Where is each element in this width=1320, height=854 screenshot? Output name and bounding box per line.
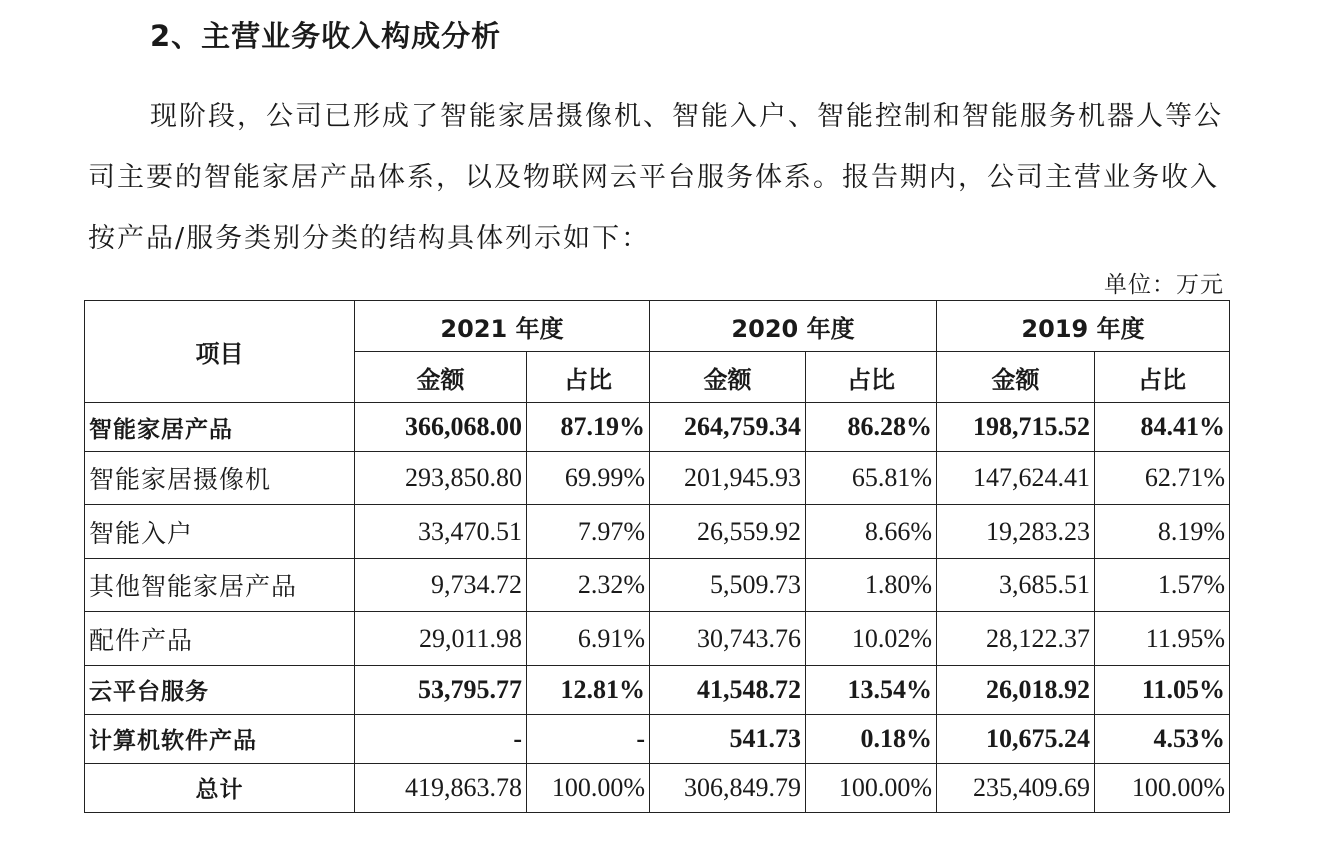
table-row	[85, 452, 1230, 505]
ratio-cell: 86.28%	[806, 403, 937, 452]
amount-cell: 366,068.00	[355, 403, 527, 452]
ratio-cell: 11.05%	[1095, 665, 1230, 714]
amount-cell: 3,685.51	[937, 558, 1095, 611]
ratio-cell: 62.71%	[1095, 452, 1230, 505]
row-item-label: 计算机软件产品	[85, 714, 355, 763]
table-row	[85, 558, 1230, 611]
table-row	[85, 505, 1230, 558]
ratio-cell: 69.99%	[527, 452, 650, 505]
amount-cell: 10,675.24	[937, 714, 1095, 763]
year-header-2021: 2021 年度	[355, 301, 650, 352]
ratio-cell: 100.00%	[1095, 763, 1230, 812]
ratio-cell: 2.32%	[527, 558, 650, 611]
amount-cell: 201,945.93	[650, 452, 806, 505]
row-item-label: 总计	[85, 763, 355, 812]
ratio-cell: 10.02%	[806, 612, 937, 665]
revenue-table	[84, 300, 1230, 813]
amount-cell: 9,734.72	[355, 558, 527, 611]
amount-cell: 198,715.52	[937, 403, 1095, 452]
intro-paragraph: 现阶段，公司已形成了智能家居摄像机、智能入户、智能控制和智能服务机器人等公司主要的智能家居产品体系，以及物联网云平台服务体系。报告期内，公司主营业务收入按产品/服务类别分类的结构具体列示如下：	[88, 101, 1223, 254]
ratio-cell: -	[527, 714, 650, 763]
amount-header: 金额	[937, 352, 1095, 403]
ratio-cell: 12.81%	[527, 665, 650, 714]
ratio-cell: 13.54%	[806, 665, 937, 714]
ratio-cell: 1.57%	[1095, 558, 1230, 611]
ratio-cell: 65.81%	[806, 452, 937, 505]
ratio-header: 占比	[1095, 352, 1230, 403]
amount-cell: 41,548.72	[650, 665, 806, 714]
ratio-cell: 7.97%	[527, 505, 650, 558]
table-row	[85, 714, 1230, 763]
amount-cell: 264,759.34	[650, 403, 806, 452]
amount-cell: 5,509.73	[650, 558, 806, 611]
amount-header: 金额	[650, 352, 806, 403]
amount-cell: -	[355, 714, 527, 763]
amount-cell: 33,470.51	[355, 505, 527, 558]
table-row	[85, 612, 1230, 665]
ratio-cell: 100.00%	[806, 763, 937, 812]
ratio-cell: 100.00%	[527, 763, 650, 812]
amount-cell: 19,283.23	[937, 505, 1095, 558]
ratio-cell: 6.91%	[527, 612, 650, 665]
year-header-2020: 2020 年度	[650, 301, 937, 352]
ratio-cell: 1.80%	[806, 558, 937, 611]
ratio-cell: 84.41%	[1095, 403, 1230, 452]
section-heading: 2、主营业务收入构成分析	[150, 19, 502, 53]
amount-cell: 235,409.69	[937, 763, 1095, 812]
amount-header: 金额	[355, 352, 527, 403]
row-item-label: 其他智能家居产品	[85, 558, 355, 611]
table-row	[85, 665, 1230, 714]
table-body	[85, 403, 1230, 813]
table-row	[85, 403, 1230, 452]
amount-cell: 541.73	[650, 714, 806, 763]
amount-cell: 53,795.77	[355, 665, 527, 714]
ratio-cell: 4.53%	[1095, 714, 1230, 763]
row-item-label: 智能家居产品	[85, 403, 355, 452]
row-item-label: 智能入户	[85, 505, 355, 558]
amount-cell: 293,850.80	[355, 452, 527, 505]
item-header: 项目	[85, 301, 355, 403]
row-item-label: 云平台服务	[85, 665, 355, 714]
ratio-cell: 11.95%	[1095, 612, 1230, 665]
amount-cell: 419,863.78	[355, 763, 527, 812]
ratio-cell: 87.19%	[527, 403, 650, 452]
row-item-label: 智能家居摄像机	[85, 452, 355, 505]
ratio-header: 占比	[527, 352, 650, 403]
amount-cell: 29,011.98	[355, 612, 527, 665]
amount-cell: 306,849.79	[650, 763, 806, 812]
amount-cell: 26,018.92	[937, 665, 1095, 714]
row-item-label: 配件产品	[85, 612, 355, 665]
table-row	[85, 763, 1230, 812]
amount-cell: 28,122.37	[937, 612, 1095, 665]
ratio-header: 占比	[806, 352, 937, 403]
ratio-cell: 0.18%	[806, 714, 937, 763]
ratio-cell: 8.19%	[1095, 505, 1230, 558]
amount-cell: 30,743.76	[650, 612, 806, 665]
year-header-2019: 2019 年度	[937, 301, 1230, 352]
amount-cell: 26,559.92	[650, 505, 806, 558]
amount-cell: 147,624.41	[937, 452, 1095, 505]
ratio-cell: 8.66%	[806, 505, 937, 558]
unit-label: 单位：万元	[1104, 272, 1224, 298]
